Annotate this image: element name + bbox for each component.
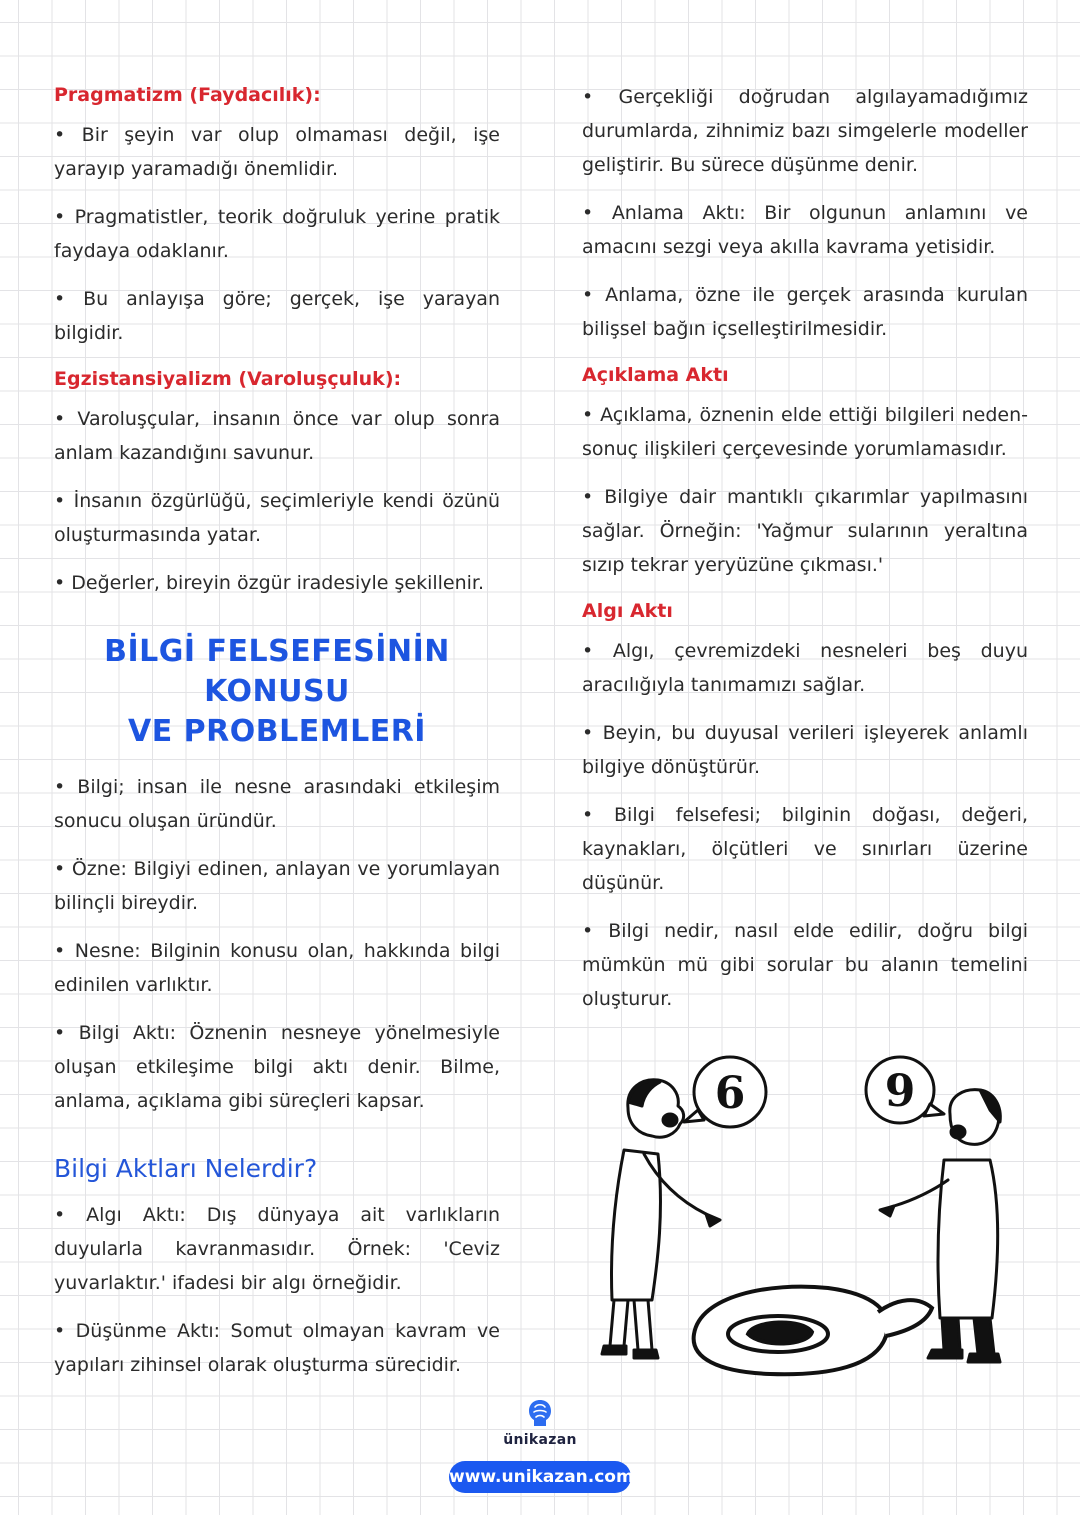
logo-text: ünikazan [503, 1432, 577, 1448]
thinking-item: • Anlama Aktı: Bir olgunun anlamını ve amacını sezgi veya akılla kavrama yetisidir. [582, 202, 1028, 258]
acts-item: • Algı Aktı: Dış dünyaya ait varlıkların duyularla kavranmasıdır. Örnek: 'Ceviz yuvarlaktır.' ifadesi bir algı örneğidir. [54, 1204, 500, 1294]
pragmatism-item: • Bir şeyin var olup olmaması değil, işe yarayıp yaramadığı önemlidir. [54, 124, 500, 180]
acts-heading: Bilgi Aktları Nelerdir? [54, 1154, 318, 1183]
right-speech-bubble [866, 1057, 944, 1123]
perception-heading: Algı Aktı [582, 600, 673, 622]
right-column [582, 80, 1028, 1030]
left-column [54, 80, 500, 1396]
knowledge-item: • Özne: Bilgiyi edinen, anlayan ve yorumlayan bilinçli bireydir. [54, 858, 500, 914]
pragmatism-item: • Bu anlayışa göre; gerçek, işe yarayan bilgidir. [54, 288, 500, 344]
knowledge-item: • Bilgi; insan ile nesne arasındaki etkileşim sonucu oluşan üründür. [54, 776, 500, 832]
six-or-nine-illustration [598, 1050, 1028, 1390]
perception-item: • Bilgi nedir, nasıl elde edilir, doğru bilgi mümkün mü gibi sorular bu alanın temelini oluşturur. [582, 920, 1028, 1010]
acts-item: • Düşünme Aktı: Somut olmayan kavram ve yapıları zihinsel olarak oluşturma sürecidir. [54, 1320, 500, 1376]
perception-item: • Beyin, bu duyusal verileri işleyerek anlamlı bilgiye dönüştürür. [582, 722, 1028, 778]
brain-head-icon [525, 1398, 555, 1428]
bubble-left-digit: 6 [714, 1068, 746, 1119]
bubble-right-digit: 9 [884, 1066, 916, 1117]
explanation-item: • Bilgiye dair mantıklı çıkarımlar yapılmasını sağlar. Örneğin: 'Yağmur sularının yeraltına sızıp tekrar yeryüzüne çıkması.' [582, 486, 1028, 576]
existentialism-item: • Değerler, bireyin özgür iradesiyle şekillenir. [54, 572, 485, 594]
perception-item: • Bilgi felsefesi; bilginin doğası, değeri, kaynakları, ölçütleri ve sınırları üzerine düşünür. [582, 804, 1028, 894]
left-speech-bubble [684, 1057, 766, 1127]
explanation-heading: Açıklama Aktı [582, 364, 729, 386]
knowledge-item: • Bilgi Aktı: Öznenin nesneye yönelmesiyle oluşan etkileşime bilgi aktı denir. Bilme, anlama, açıklama gibi süreçleri kapsar. [54, 1022, 500, 1112]
main-title [54, 632, 500, 752]
knowledge-item: • Nesne: Bilginin konusu olan, hakkında bilgi edinilen varlıktır. [54, 940, 500, 996]
pragmatism-heading: Pragmatizm (Faydacılık): [54, 84, 321, 106]
existentialism-heading: Egzistansiyalizm (Varoluşçuluk): [54, 368, 402, 390]
thinking-item: • Anlama, özne ile gerçek arasında kurulan bilişsel bağın içselleştirilmesidir. [582, 284, 1028, 340]
main-title-line-2: VE PROBLEMLERİ [128, 714, 426, 749]
main-title-line-1: BİLGİ FELSEFESİNİN KONUSU [104, 634, 450, 709]
website-link[interactable]: www.unikazan.com [449, 1461, 631, 1493]
thinking-item: • Gerçekliği doğrudan algılayamadığımız durumlarda, zihnimiz bazı simgelerle modeller geliştirir. Bu sürece düşünme denir. [582, 86, 1028, 176]
ground-digit [694, 1287, 932, 1375]
existentialism-item: • İnsanın özgürlüğü, seçimleriyle kendi özünü oluşturmasında yatar. [54, 490, 500, 546]
explanation-item: • Açıklama, öznenin elde ettiği bilgileri neden-sonuç ilişkileri çerçevesinde yorumlamasıdır. [582, 404, 1028, 460]
perception-item: • Algı, çevremizdeki nesneleri beş duyu aracılığıyla tanımamızı sağlar. [582, 640, 1028, 696]
logo [490, 1398, 590, 1448]
existentialism-item: • Varoluşçular, insanın önce var olup sonra anlam kazandığını savunur. [54, 408, 500, 464]
pragmatism-item: • Pragmatistler, teorik doğruluk yerine pratik faydaya odaklanır. [54, 206, 500, 262]
